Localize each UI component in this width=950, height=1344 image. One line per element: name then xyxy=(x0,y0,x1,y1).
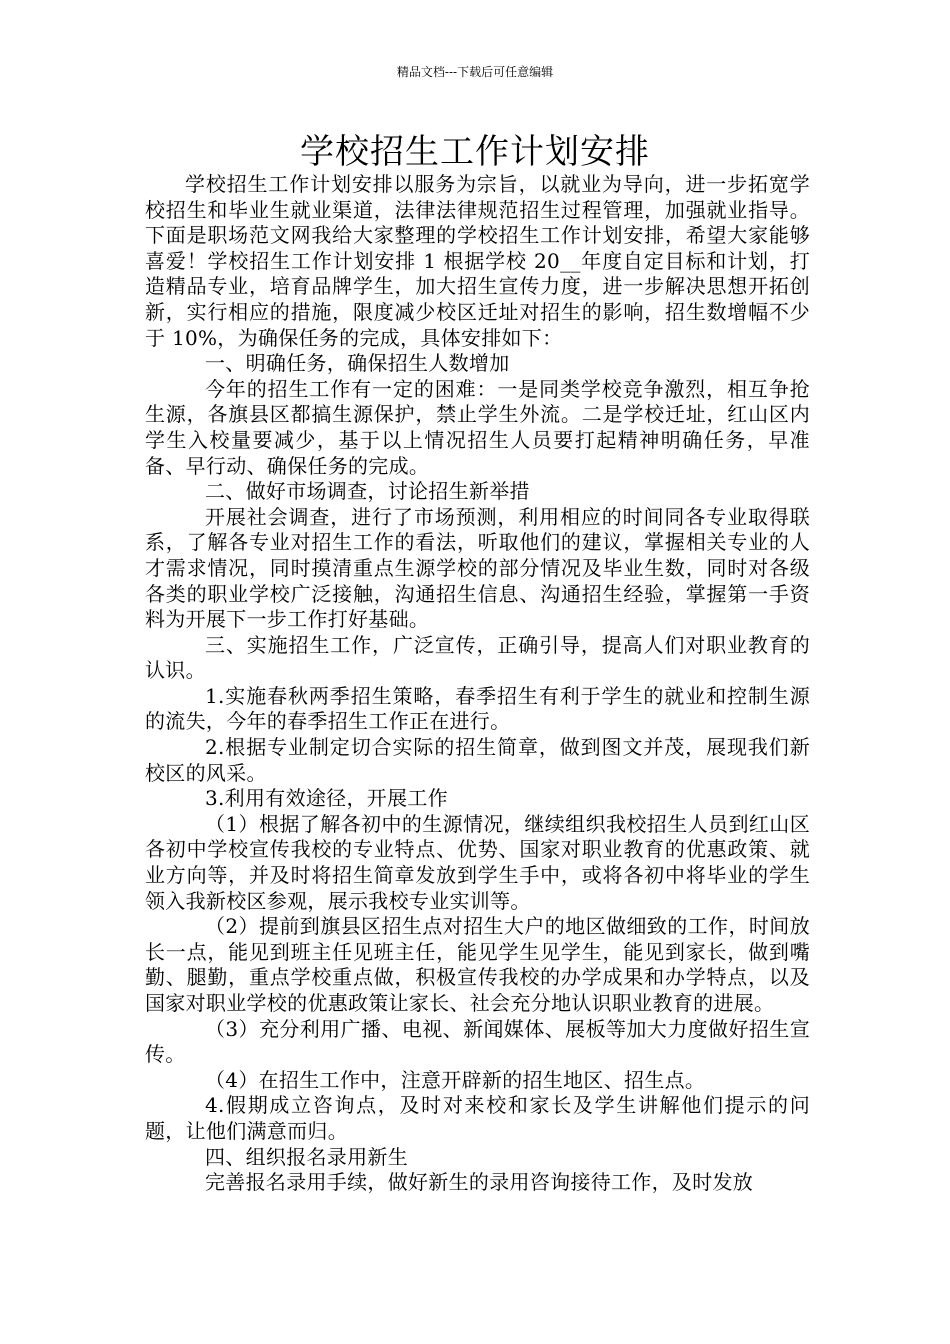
sub-item-1: （1）根据了解各初中的生源情况，继续组织我校招生人员到红山区各初中学校宣传我校的专业特点、优势、国家对职业教育的优惠政策、就业方向等，并及时将招生简章发放到学生手中，或将各初中将毕业的学生领入我新校区参观，展示我校专业实训等。 xyxy=(145,811,810,913)
paragraph: 今年的招生工作有一定的困难：一是同类学校竞争激烈，相互争抢生源，各旗县区都搞生源保护，禁止学生外流。二是学校迁址，红山区内学生入校量要减少，基于以上情况招生人员要打起精神明确任务，早准备、早行动、确保任务的完成。 xyxy=(145,376,810,478)
paragraph: 完善报名录用手续，做好新生的录用咨询接待工作，及时发放 xyxy=(205,1170,754,1195)
list-item-1: 1.实施春秋两季招生策略，春季招生有利于学生的就业和控制生源的流失，今年的春季招生工作正在进行。 xyxy=(145,683,810,734)
list-item-2: 2.根据专业制定切合实际的招生简章，做到图文并茂，展现我们新校区的风采。 xyxy=(145,735,810,785)
document-title: 学校招生工作计划安排 xyxy=(300,132,650,172)
document-body xyxy=(145,172,810,1196)
sub-item-2: （2）提前到旗县区招生点对招生大户的地区做细致的工作，时间放长一点，能见到班主任见班主任，能见学生见学生，能见到家长，做到嘴勤、腿勤，重点学校重点做，积极宣传我校的办学成果和办学特点，以及国家对职业学校的优惠政策让家长、社会充分地认识职业教育的进展。 xyxy=(145,914,810,1015)
sub-item-3: （3）充分利用广播、电视、新闻媒体、展板等加大力度做好招生宣传。 xyxy=(145,1016,810,1067)
section-heading-2: 二、做好市场调查，讨论招生新举措 xyxy=(205,479,530,504)
section-heading-3: 三、实施招生工作，广泛宣传，正确引导，提高人们对职业教育的认识。 xyxy=(145,632,810,683)
sub-item-4: （4）在招生工作中，注意开辟新的招生地区、招生点。 xyxy=(205,1067,706,1092)
page-header: 精品文档---下载后可任意编辑 xyxy=(396,65,554,79)
list-item-3: 3.利用有效途径，开展工作 xyxy=(205,786,448,811)
section-heading-4: 四、组织报名录用新生 xyxy=(205,1144,408,1169)
section-heading-1: 一、明确任务，确保招生人数增加 xyxy=(205,351,510,376)
list-item-4: 4.假期成立咨询点，及时对来校和家长及学生讲解他们提示的问题，让他们满意而归。 xyxy=(145,1093,810,1143)
paragraph: 开展社会调查，进行了市场预测，利用相应的时间同各专业取得联系，了解各专业对招生工作的看法，听取他们的建议，掌握相关专业的人才需求情况，同时摸清重点生源学校的部分情况及毕业生数，同时对各级各类的职业学校广泛接触，沟通招生信息、沟通招生经验，掌握第一手资料为开展下一步工作打好基础。 xyxy=(145,504,810,632)
intro-paragraph: 学校招生工作计划安排以服务为宗旨，以就业为导向，进一步拓宽学校招生和毕业生就业渠道，法律法律规范招生过程管理，加强就业指导。下面是职场范文网我给大家整理的学校招生工作计划安排，希望大家能够喜爱！学校招生工作计划安排 1 根据学校 20__年度自定目标和计划，打造精品专业，培育品牌学生，加大招生宣传力度，进一步解决思想开拓创新，实行相应的措施，限度减少校区迁址对招生的影响，招生数增幅不少于 10%，为确保任务的完成，具体安排如下： xyxy=(145,172,810,350)
